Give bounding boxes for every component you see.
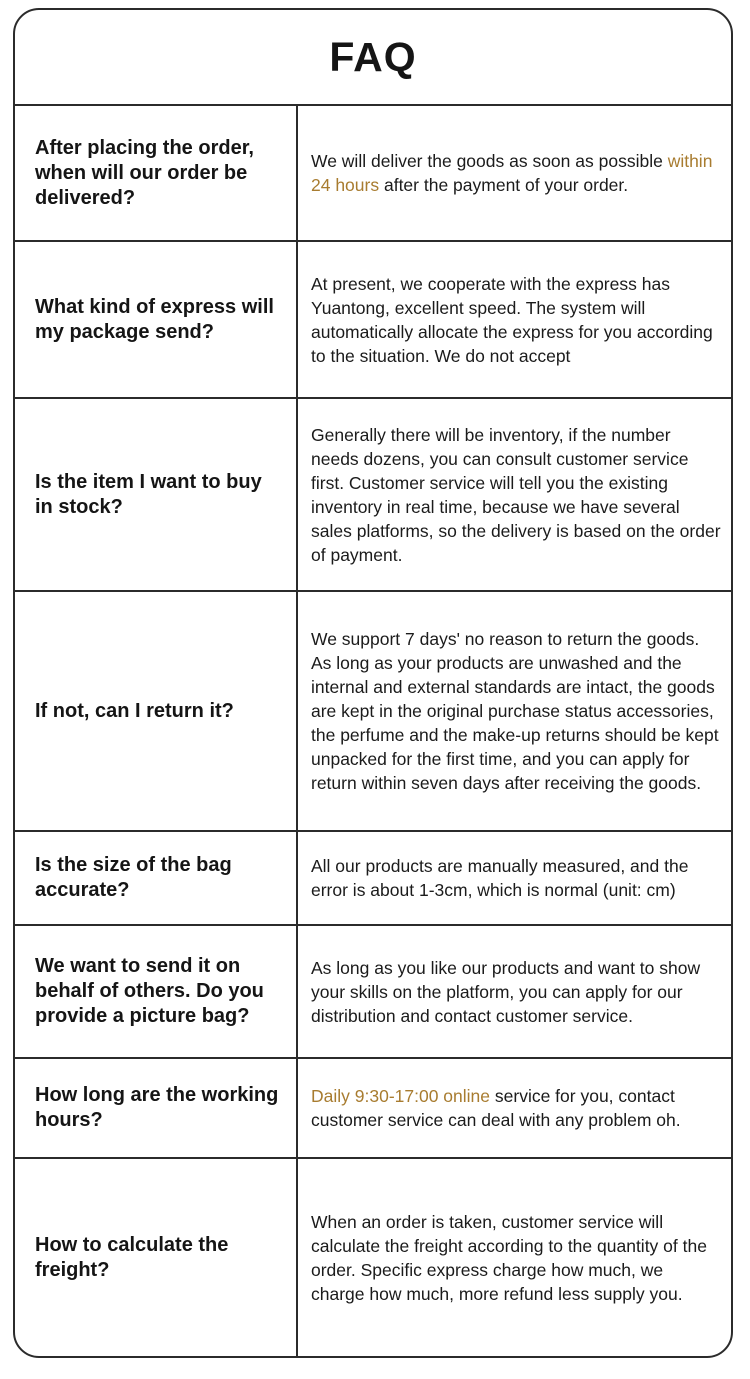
faq-question-text: How long are the working hours?	[35, 1084, 279, 1131]
faq-question-text: We want to send it on behalf of others. Do you provide a picture bag?	[35, 955, 264, 1027]
faq-answer-text	[311, 956, 721, 1028]
faq-answer-cell	[298, 106, 731, 240]
faq-question-cell	[15, 242, 298, 397]
answer-plain-text: When an order is taken, customer service will calculate the freight according to the quantity of the order. Specific express charge how much, we charge how much, more refund less supply you.	[311, 1211, 707, 1304]
faq-row	[15, 832, 731, 926]
faq-answer-text	[311, 423, 721, 567]
faq-question-text: If not, can I return it?	[35, 699, 234, 722]
faq-question-cell	[15, 1059, 298, 1157]
answer-highlight-text: Daily 9:30-17:00 online	[311, 1086, 491, 1106]
faq-row	[15, 1059, 731, 1159]
faq-answer-cell	[298, 399, 731, 590]
answer-plain-text: We will deliver the goods as soon as possible	[311, 151, 668, 171]
faq-answer-cell	[298, 592, 731, 830]
answer-plain-text: Generally there will be inventory, if the number needs dozens, you can consult customer service first. Customer service will tell you the existing inventory in real time, because we have several sales platforms, so the delivery is based on the order of payment.	[311, 424, 721, 565]
faq-question-text: Is the size of the bag accurate?	[35, 854, 232, 901]
faq-question-cell	[15, 106, 298, 240]
faq-question-text: Is the item I want to buy in stock?	[35, 470, 262, 518]
faq-answer-text	[311, 1210, 721, 1306]
faq-question-text: After placing the order, when will our order be delivered?	[35, 136, 254, 209]
faq-answer-cell	[298, 926, 731, 1057]
faq-question-cell	[15, 832, 298, 924]
faq-answer-text	[311, 854, 721, 902]
answer-plain-text: At present, we cooperate with the express has Yuantong, excellent speed. The system will automatically allocate the express for you according to the situation. We do not accept	[311, 273, 713, 366]
faq-question-text: How to calculate the freight?	[35, 1233, 229, 1281]
faq-header	[15, 10, 731, 106]
faq-question-cell	[15, 399, 298, 590]
faq-row	[15, 592, 731, 832]
faq-card	[13, 8, 733, 1358]
faq-answer-cell	[298, 832, 731, 924]
faq-question-cell	[15, 1159, 298, 1356]
answer-plain-text: As long as you like our products and want to show your skills on the platform, you can apply for our distribution and contact customer service.	[311, 957, 701, 1026]
answer-plain-text: after the payment of your order.	[379, 175, 629, 195]
faq-row	[15, 1159, 731, 1356]
faq-answer-cell	[298, 242, 731, 397]
answer-plain-text: We support 7 days' no reason to return the goods. As long as your products are unwashed and the internal and external standards are intact, the goods are kept in the original purchase status accessories, the perfume and the make-up returns should be kept unpacked for the first time, and you can apply for return within seven days after receiving the goods.	[311, 629, 719, 793]
faq-row	[15, 242, 731, 399]
answer-plain-text: service for you, contact customer service can deal with any problem oh.	[311, 1086, 681, 1130]
faq-question-text: What kind of express will my package send?	[35, 295, 274, 343]
faq-row	[15, 399, 731, 592]
faq-answer-text	[311, 272, 721, 368]
answer-plain-text: All our products are manually measured, and the error is about 1-3cm, which is normal (unit: cm)	[311, 856, 689, 900]
faq-answer-cell	[298, 1159, 731, 1356]
faq-answer-text	[311, 1084, 721, 1132]
answer-highlight-text: within 24 hours	[311, 151, 713, 195]
faq-answer-text	[311, 149, 721, 197]
faq-answer-cell	[298, 1059, 731, 1157]
faq-question-cell	[15, 926, 298, 1057]
faq-row	[15, 106, 731, 242]
faq-row	[15, 926, 731, 1059]
faq-question-cell	[15, 592, 298, 830]
page-title: FAQ	[329, 33, 417, 80]
faq-answer-text	[311, 627, 721, 795]
